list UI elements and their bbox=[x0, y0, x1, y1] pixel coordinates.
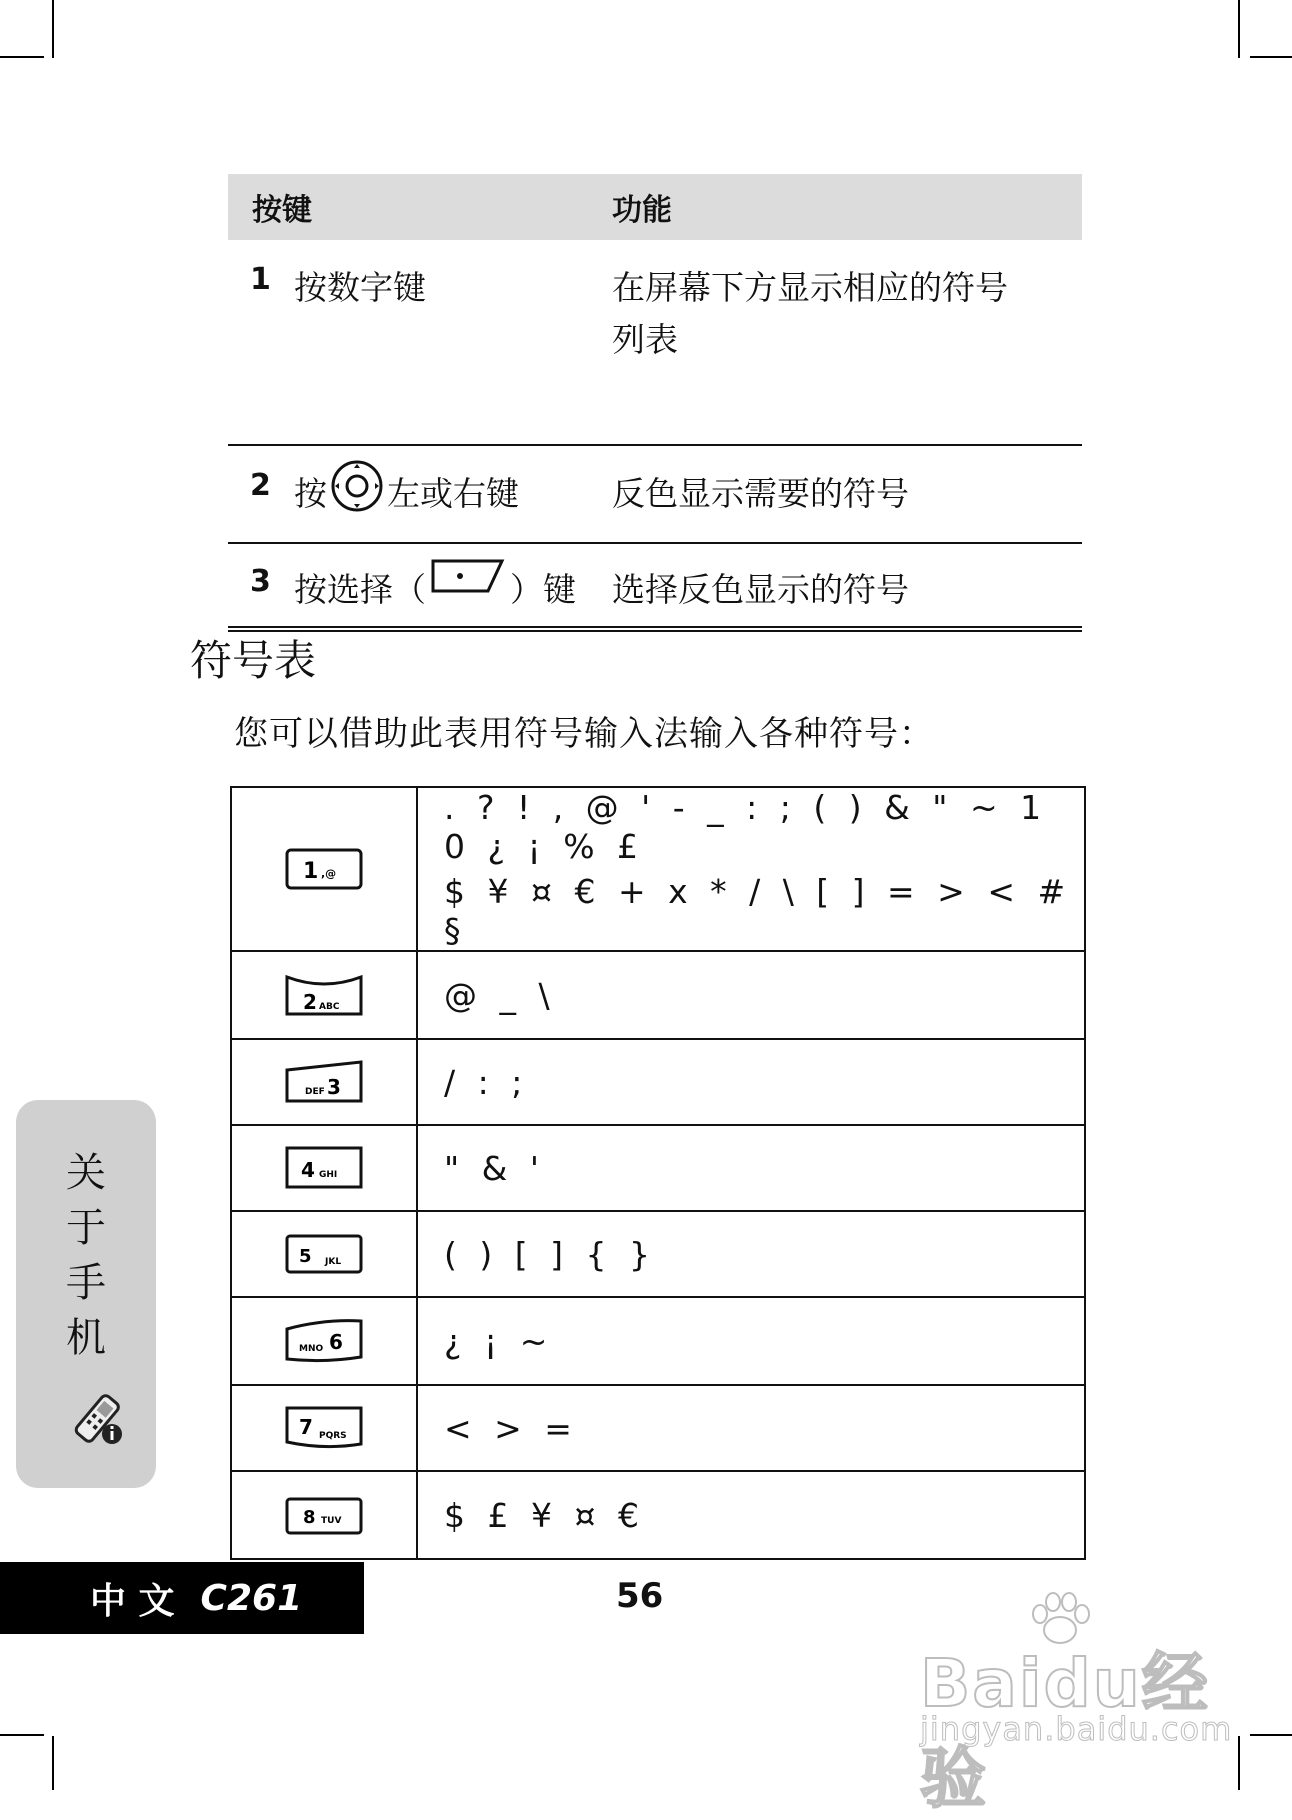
symbol-cell bbox=[417, 1211, 1085, 1297]
steps-row bbox=[228, 446, 1082, 544]
symbol-cell bbox=[417, 951, 1085, 1039]
symbol-cell bbox=[417, 1125, 1085, 1211]
symbol-cell bbox=[417, 1297, 1085, 1385]
symbol-cell bbox=[417, 787, 1085, 951]
header-function: 功能 bbox=[612, 193, 672, 228]
key-cell bbox=[231, 787, 417, 951]
step-function: 列表 bbox=[612, 320, 678, 359]
svg-text:6: 6 bbox=[329, 1330, 343, 1354]
watermark-brand: Baidu经验 bbox=[920, 1645, 1210, 1817]
key-cell bbox=[231, 1211, 417, 1297]
chapter-side-tab bbox=[16, 1100, 156, 1488]
footer-lang: 中 文 bbox=[90, 1580, 175, 1622]
symbol-list: $ £ ¥ ¤ € bbox=[444, 1495, 645, 1535]
steps-table bbox=[228, 174, 1082, 632]
svg-text:TUV: TUV bbox=[321, 1516, 342, 1526]
step-action-pre: 按选择（ bbox=[294, 570, 426, 609]
table-row bbox=[231, 1125, 1085, 1211]
table-row bbox=[231, 1471, 1085, 1559]
key-7-icon bbox=[283, 1404, 365, 1452]
svg-text:8: 8 bbox=[303, 1507, 316, 1528]
crop-mark bbox=[0, 56, 44, 58]
chapter-char: 关 bbox=[66, 1150, 106, 1196]
nav-key-icon bbox=[331, 460, 383, 512]
step-function: 在屏幕下方显示相应的符号 bbox=[612, 268, 1008, 307]
table-row bbox=[231, 1297, 1085, 1385]
symbol-list: / : ; bbox=[444, 1062, 529, 1102]
svg-text:5: 5 bbox=[299, 1246, 312, 1267]
step-action-pre: 按 bbox=[294, 474, 327, 513]
header-key: 按键 bbox=[252, 193, 312, 228]
symbol-list: ( ) [ ] { } bbox=[444, 1234, 656, 1274]
step-number: 2 bbox=[250, 468, 271, 503]
svg-text:,@: ,@ bbox=[321, 867, 337, 880]
svg-text:ABC: ABC bbox=[319, 1002, 340, 1012]
chapter-char: 于 bbox=[66, 1205, 106, 1251]
select-softkey-icon bbox=[430, 558, 506, 594]
svg-text:2: 2 bbox=[303, 990, 317, 1014]
key-cell bbox=[231, 951, 417, 1039]
step-function: 选择反色显示的符号 bbox=[612, 570, 909, 609]
key-4-icon bbox=[283, 1144, 365, 1192]
crop-mark bbox=[0, 1734, 44, 1736]
key-cell bbox=[231, 1471, 417, 1559]
svg-text:GHI: GHI bbox=[319, 1170, 338, 1180]
key-cell bbox=[231, 1125, 417, 1211]
symbol-list: $ ¥ ¤ € + x * / \ [ ] = > < # § bbox=[444, 872, 1072, 950]
svg-text:3: 3 bbox=[327, 1075, 341, 1099]
section-title: 符号表 bbox=[190, 636, 317, 685]
crop-mark bbox=[52, 0, 54, 58]
key-cell bbox=[231, 1385, 417, 1471]
symbol-list: @ _ \ bbox=[444, 975, 556, 1015]
key-8-icon bbox=[283, 1491, 365, 1539]
table-row bbox=[231, 951, 1085, 1039]
chapter-char: 手 bbox=[66, 1260, 106, 1306]
steps-row bbox=[228, 544, 1082, 632]
page-number: 56 bbox=[616, 1576, 664, 1616]
symbol-list: . ? ! , @ ' - _ : ; ( ) & " ~ 1 0 ¿ ¡ % £ bbox=[444, 788, 1048, 866]
key-5-icon bbox=[283, 1230, 365, 1278]
step-action: 按数字键 bbox=[294, 268, 426, 307]
table-row bbox=[231, 1039, 1085, 1125]
table-row bbox=[231, 1385, 1085, 1471]
symbol-cell bbox=[417, 1385, 1085, 1471]
step-action-post: 左或右键 bbox=[387, 474, 519, 513]
key-6-icon bbox=[283, 1317, 365, 1365]
step-number: 3 bbox=[250, 564, 271, 599]
svg-text:DEF: DEF bbox=[305, 1087, 325, 1097]
steps-row bbox=[228, 240, 1082, 446]
symbol-table bbox=[230, 786, 1086, 1560]
key-3-icon bbox=[283, 1058, 365, 1106]
crop-mark bbox=[1250, 56, 1292, 58]
crop-mark bbox=[1238, 0, 1240, 58]
key-cell bbox=[231, 1039, 417, 1125]
svg-text:4: 4 bbox=[301, 1158, 315, 1182]
symbol-list: " & ' bbox=[444, 1148, 545, 1188]
watermark bbox=[920, 1590, 1233, 1817]
crop-mark bbox=[52, 1736, 54, 1790]
chapter-char: 机 bbox=[66, 1315, 106, 1361]
symbol-cell bbox=[417, 1039, 1085, 1125]
table-row bbox=[231, 787, 1085, 951]
section-intro: 您可以借助此表用符号输入法输入各种符号： bbox=[234, 714, 934, 754]
footer-model-band bbox=[0, 1562, 364, 1634]
svg-text:7: 7 bbox=[299, 1415, 313, 1439]
table-row bbox=[231, 1211, 1085, 1297]
watermark-url: jingyan.baidu.com bbox=[920, 1710, 1233, 1748]
key-cell bbox=[231, 1297, 417, 1385]
step-action-post: ）键 bbox=[510, 570, 576, 609]
symbol-list: < > = bbox=[444, 1408, 578, 1448]
svg-text:MNO: MNO bbox=[299, 1344, 324, 1354]
key-2-icon bbox=[283, 971, 365, 1019]
step-function: 反色显示需要的符号 bbox=[612, 474, 909, 513]
crop-mark bbox=[1250, 1734, 1292, 1736]
symbol-list: ¿ ¡ ~ bbox=[444, 1321, 554, 1361]
phone-info-icon bbox=[68, 1390, 128, 1450]
svg-text:1: 1 bbox=[303, 859, 319, 884]
symbol-cell bbox=[417, 1471, 1085, 1559]
key-1-icon bbox=[283, 845, 365, 893]
footer-model: C261 bbox=[200, 1577, 303, 1619]
crop-mark bbox=[1238, 1736, 1240, 1790]
svg-text:JKL: JKL bbox=[325, 1257, 342, 1267]
step-number: 1 bbox=[250, 262, 271, 297]
svg-text:PQRS: PQRS bbox=[319, 1431, 347, 1441]
steps-table-header bbox=[228, 174, 1082, 240]
